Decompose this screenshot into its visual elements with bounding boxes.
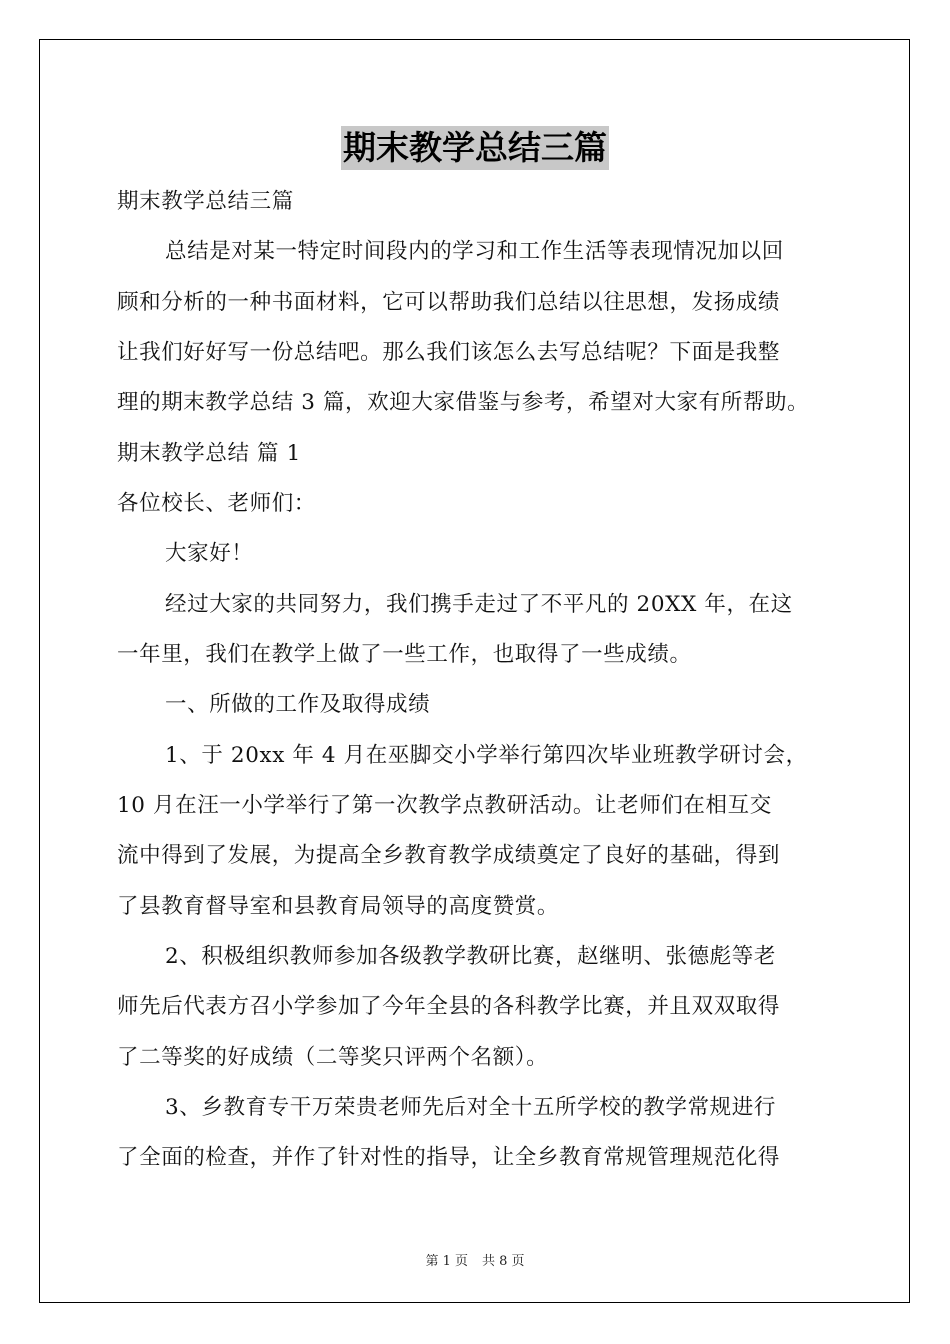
paragraph-line: 理的期末教学总结 3 篇，欢迎大家借鉴与参考，希望对大家有所帮助。 [117,390,810,415]
greeting-line: 大家好！ [165,541,254,566]
paragraph-line: 经过大家的共同努力，我们携手走过了不平凡的 20XX 年，在这 [165,592,793,617]
paragraph-line: 了二等奖的好成绩（二等奖只评两个名额）。 [117,1045,549,1070]
paragraph-line: 10 月在汪一小学举行了第一次教学点教研活动。让老师们在相互交 [117,793,772,818]
subtitle-line: 期末教学总结三篇 [117,189,294,214]
salutation-line: 各位校长、老师们： [117,491,316,516]
paragraph-line: 2、积极组织教师参加各级教学教研比赛，赵继明、张德彪等老 [165,944,776,969]
paragraph-line: 顾和分析的一种书面材料，它可以帮助我们总结以往思想，发扬成绩 [117,290,781,315]
section-heading: 期末教学总结 篇 1 [117,441,301,466]
paragraph-line: 了全面的检查，并作了针对性的指导，让全乡教育常规管理规范化得 [117,1145,781,1170]
paragraph-line: 流中得到了发展，为提高全乡教育教学成绩奠定了良好的基础，得到 [117,843,781,868]
paragraph-line: 师先后代表方召小学参加了今年全县的各科教学比赛，并且双双取得 [117,994,781,1019]
paragraph-line: 3、乡教育专干万荣贵老师先后对全十五所学校的教学常规进行 [165,1095,776,1120]
paragraph-line: 1、于 20xx 年 4 月在巫脚交小学举行第四次毕业班教学研讨会， [165,743,808,768]
paragraph-line: 让我们好好写一份总结吧。那么我们该怎么去写总结呢？下面是我整 [117,340,781,365]
paragraph-line: 一年里，我们在教学上做了一些工作，也取得了一些成绩。 [117,642,692,667]
title-container [0,126,950,170]
paragraph-line: 了县教育督导室和县教育局领导的高度赞赏。 [117,894,560,919]
document-title: 期末教学总结三篇 [341,126,609,170]
page-total: 共 8 页 [482,1254,525,1269]
paragraph-line: 总结是对某一特定时间段内的学习和工作生活等表现情况加以回 [165,239,784,264]
subheading-line: 一、所做的工作及取得成绩 [165,692,431,717]
page-footer [0,1250,950,1269]
page-number: 第 1 页 [425,1254,468,1269]
